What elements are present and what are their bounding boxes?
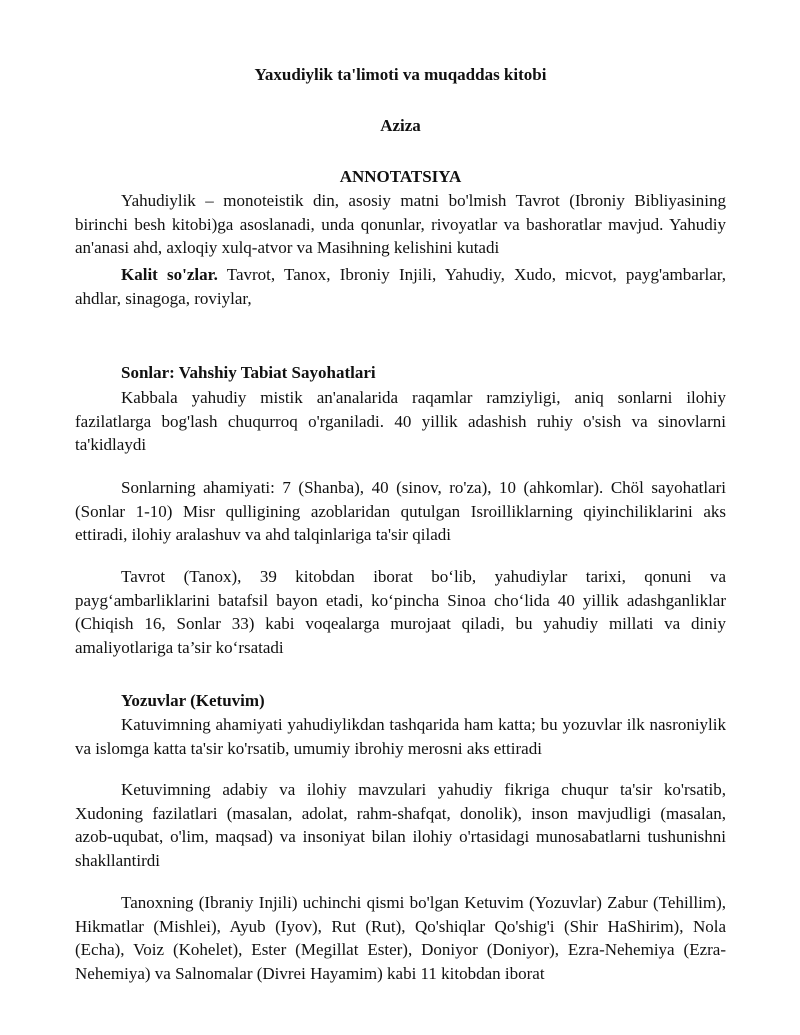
annotation-paragraph: Yahudiylik – monoteistik din, asosiy matni bo'lmish Tavrot (Ibroniy Bibliyasining birinchi besh kitobi)ga asoslanadi, unda qonunlar, rivoyatlar va bashoratlar mavjud. Yahudiy an'anasi ahd, axloqiy xulq-atvor va Masihning kelishini kutadi — [75, 191, 726, 257]
paragraph: Kabbala yahudiy mistik an'analarida raqamlar ramziyligi, aniq sonlarni ilohiy fazilatlarga bog'lash chuqurroq o'rganiladi. 40 yillik adashish ruhiy o'sish va sinovlarni ta'kidlaydi — [75, 388, 726, 454]
section-heading-sonlar: Sonlar: Vahshiy Tabiat Sayohatlari — [121, 363, 376, 382]
paragraph: Tavrot (Tanox), 39 kitobdan iborat bo‘lib, yahudiylar tarixi, qonuni va payg‘ambarliklarini batafsil bayon etadi, ko‘pincha Sinoa cho‘lida 40 yillik adashganliklar (Chiqish 16, Sonlar 33) kabi voqealarga murojaat qiladi, bu yahudiy millati va diniy amaliyotlariga ta’sir ko‘rsatadi — [75, 567, 726, 657]
paragraph: Ketuvimning adabiy va ilohiy mavzulari yahudiy fikriga chuqur ta'sir ko'rsatib, Xudoning fazilatlari (masalan, adolat, rahm-shafqat, donolik), inson mavjudligi (masalan, azob-uqubat, o'lim, maqsad) va insoniyat bilan ilohiy o'rtasidagi munosabatlarni tushunishni shakllantirdi — [75, 780, 726, 870]
paragraph: Sonlarning ahamiyati: 7 (Shanba), 40 (sinov, ro'za), 10 (ahkomlar). Chöl sayohatlari (Sonlar 1-10) Misr qulligining azoblaridan qutulgan Isroilliklarning qiyinchiliklarini aks ettiradi, ilohiy aralashuv va ahd talqinlariga ta'sir qiladi — [75, 478, 726, 544]
keywords-text: Tavrot, Tanox, Ibroniy Injili, Yahudiy, Xudo, micvot, payg'ambarlar, ahdlar, sinagoga, roviylar, — [75, 265, 726, 308]
section-heading-ketuvim: Yozuvlar (Ketuvim) — [121, 691, 265, 710]
annotation-heading: ANNOTATSIYA — [339, 167, 462, 186]
document-title: Yaxudiylik ta'limoti va muqaddas kitobi — [254, 65, 547, 84]
paragraph: Tanoxning (Ibraniy Injili) uchinchi qismi bo'lgan Ketuvim (Yozuvlar) Zabur (Tehillim), Hikmatlar (Mishlei), Ayub (Iyov), Rut (Rut), Qo'shiqlar Qo'shig'i (Shir HaShirim), Nola (Echa), Voiz (Kohelet), Ester (Megillat Ester), Doniyor (Doniyor), Ezra-Nehemiya (Ezra-Nehemiya) va Salnomalar (Divrei Hayamim) kabi 11 kitobdan iborat — [75, 893, 726, 983]
paragraph: Katuvimning ahamiyati yahudiylikdan tashqarida ham katta; bu yozuvlar ilk nasroniylik va islomga katta ta'sir ko'rsatib, umumiy ibrohiy merosni aks ettiradi — [75, 715, 726, 758]
document-author: Aziza — [380, 116, 421, 135]
keywords-label: Kalit so'zlar. — [121, 265, 218, 284]
keywords-paragraph — [75, 263, 726, 310]
